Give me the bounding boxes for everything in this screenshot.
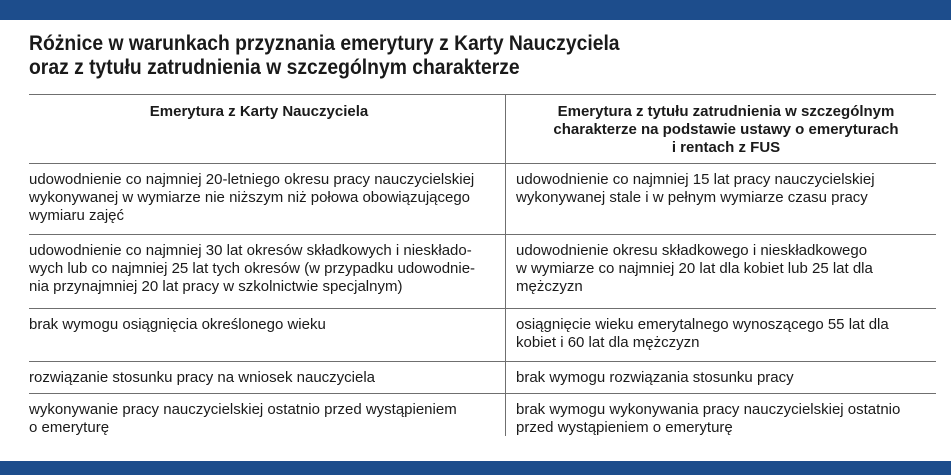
table-row-4-right — [516, 369, 936, 387]
cell-line: o emeryturę — [29, 419, 110, 436]
header-right — [516, 103, 936, 157]
header-left — [29, 103, 489, 121]
cell-line: udowodnienie co najmniej 20-letniego okresu pracy nauczycielskiej — [29, 171, 475, 188]
cell-line: kobiet i 60 lat dla mężczyzn — [516, 334, 700, 351]
page-title — [29, 32, 857, 80]
table-top-rule — [29, 94, 936, 95]
table-row-1-right — [516, 171, 936, 207]
row-4-bottom-rule — [29, 393, 936, 394]
table-row-2-right — [516, 242, 936, 296]
row-2-bottom-rule — [29, 308, 936, 309]
cell-line: brak wymogu wykonywania pracy nauczycielskiej ostatnio — [516, 401, 901, 418]
bottom-accent-bar — [0, 461, 951, 475]
row-1-bottom-rule — [29, 234, 936, 235]
header-right-line: i rentach z FUS — [671, 139, 781, 156]
table-row-4-left — [29, 369, 499, 387]
column-divider — [505, 94, 506, 436]
table-row-3-left — [29, 316, 499, 334]
cell-line: w wymiarze co najmniej 20 lat dla kobiet lub 25 lat dla — [516, 260, 873, 277]
cell-line: nia przynajmniej 20 lat pracy w szkolnictwie specjalnym) — [29, 278, 403, 295]
table-row-5-right — [516, 401, 936, 437]
cell-line: udowodnienie co najmniej 15 lat pracy nauczycielskiej — [516, 171, 875, 188]
cell-line: wykonywanej stale i w pełnym wymiarze czasu pracy — [516, 189, 868, 206]
cell-line: wykonywanie pracy nauczycielskiej ostatnio przed wystąpieniem — [29, 401, 457, 418]
header-right-line: Emerytura z tytułu zatrudnienia w szczególnym — [557, 103, 895, 120]
cell-line: przed wystąpieniem o emeryturę — [516, 419, 733, 436]
cell-line: wymiaru zajęć — [29, 207, 125, 224]
title-line-2: oraz z tytułu zatrudnienia w szczególnym charakterze — [29, 56, 520, 79]
table-row-2-left — [29, 242, 499, 296]
header-bottom-rule — [29, 163, 936, 164]
cell-line: mężczyzn — [516, 278, 583, 295]
cell-line: udowodnienie okresu składkowego i nieskładkowego — [516, 242, 868, 259]
table-row-1-left — [29, 171, 499, 225]
title-line-1: Różnice w warunkach przyznania emerytury z Karty Nauczyciela — [29, 32, 620, 55]
table-row-5-left — [29, 401, 499, 437]
top-accent-bar — [0, 0, 951, 20]
cell-line: brak wymogu osiągnięcia określonego wieku — [29, 316, 326, 333]
header-left-line: Emerytura z Karty Nauczyciela — [149, 103, 369, 120]
cell-line: udowodnienie co najmniej 30 lat okresów składkowych i nieskłado- — [29, 242, 472, 259]
cell-line: brak wymogu rozwiązania stosunku pracy — [516, 369, 794, 386]
row-3-bottom-rule — [29, 361, 936, 362]
cell-line: wykonywanej w wymiarze nie niższym niż połowa obowiązującego — [29, 189, 471, 206]
header-right-line: charakterze na podstawie ustawy o emeryturach — [553, 121, 899, 138]
cell-line: wych lub co najmniej 25 lat tych okresów (w przypadku udowodnie- — [29, 260, 476, 277]
cell-line: rozwiązanie stosunku pracy na wniosek nauczyciela — [29, 369, 376, 386]
table-row-3-right — [516, 316, 936, 352]
cell-line: osiągnięcie wieku emerytalnego wynoszącego 55 lat dla — [516, 316, 889, 333]
